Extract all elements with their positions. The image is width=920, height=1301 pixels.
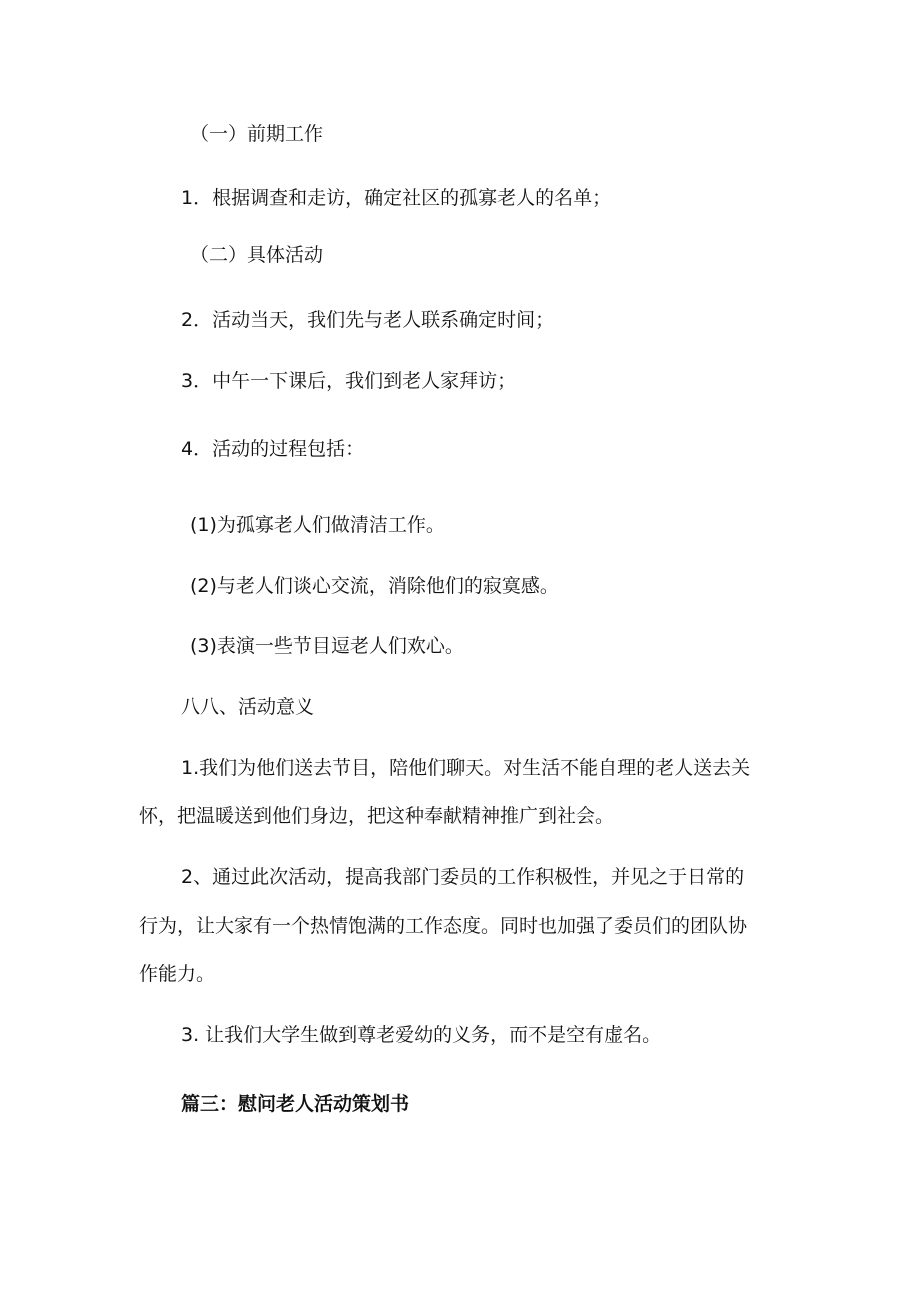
chapter-title: 篇三：慰问老人活动策划书 xyxy=(181,1093,410,1115)
paragraph-1-line-2: 怀，把温暖送到他们身边，把这种奉献精神推广到社会。 xyxy=(139,805,615,827)
list-item-2: 2．活动当天，我们先与老人联系确定时间； xyxy=(181,309,555,331)
list-item-4: 4．活动的过程包括： xyxy=(181,438,365,460)
sub-item-2: (2)与老人们谈心交流，消除他们的寂寞感。 xyxy=(190,575,559,597)
paragraph-2-line-2: 行为，让大家有一个热情饱满的工作态度。同时也加强了委员们的团队协 xyxy=(139,915,748,937)
section-heading-preparation: （一）前期工作 xyxy=(190,123,324,145)
list-item-1: 1．根据调查和走访，确定社区的孤寡老人的名单； xyxy=(181,187,612,209)
paragraph-3: 3. 让我们大学生做到尊老爱幼的义务，而不是空有虚名。 xyxy=(181,1024,662,1046)
list-item-3: 3．中午一下课后，我们到老人家拜访； xyxy=(181,370,517,392)
paragraph-1-line-1: 1.我们为他们送去节目，陪他们聊天。对生活不能自理的老人送去关 xyxy=(181,757,751,779)
sub-item-1: (1)为孤寡老人们做清洁工作。 xyxy=(190,514,445,536)
paragraph-2-line-1: 2、通过此次活动，提高我部门委员的工作积极性，并见之于日常的 xyxy=(181,866,745,888)
section-heading-activities: （二）具体活动 xyxy=(190,244,324,266)
paragraph-2-line-3: 作能力。 xyxy=(139,963,216,985)
sub-item-3: (3)表演一些节目逗老人们欢心。 xyxy=(190,635,464,657)
section-heading-significance: 八八、活动意义 xyxy=(181,696,315,718)
